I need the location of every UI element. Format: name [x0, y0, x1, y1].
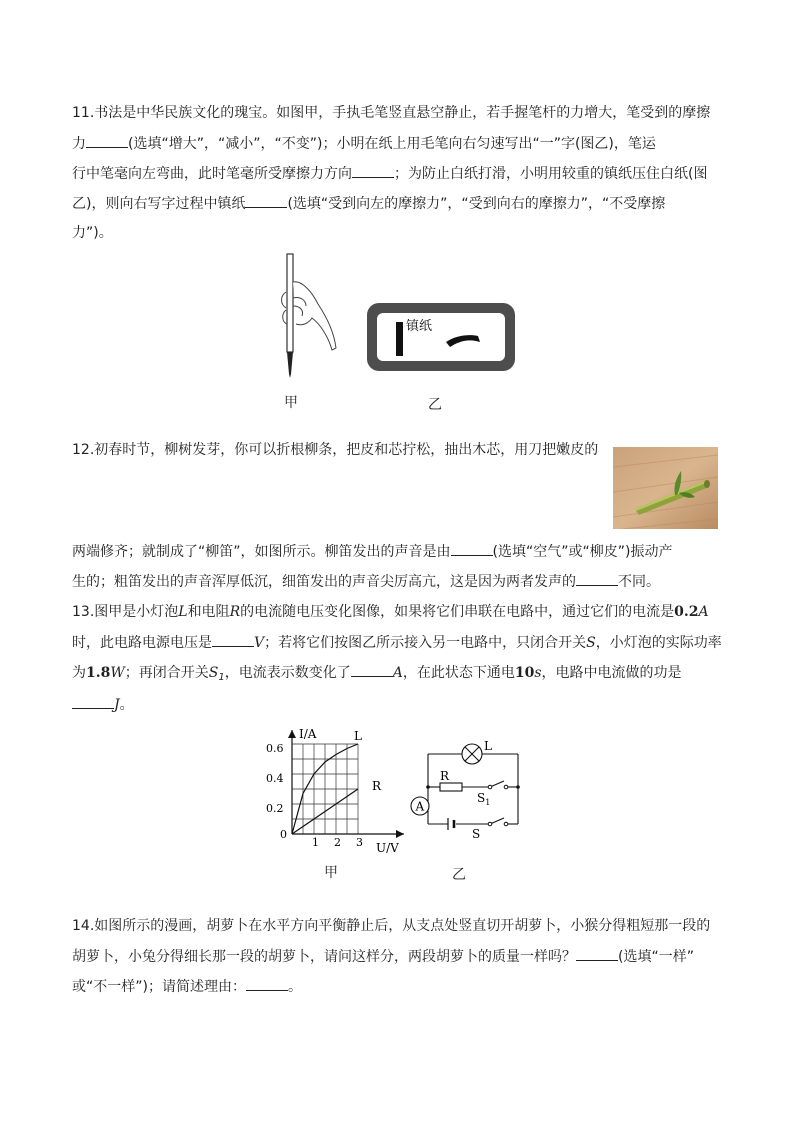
q12-line3: 生的；粗笛发出的声音浑厚低沉，细笛发出的声音尖厉高亢，这是因为两者发声的 不同。 — [72, 571, 660, 592]
q12-line2: 两端修齐；就制成了“柳笛”，如图所示。柳笛发出的声音是由 (选填“空气”或“柳皮”)振动产 — [72, 541, 672, 562]
x-axis-arrow — [396, 830, 404, 838]
q13-line3: 为1.8W；再闭合开关$S_1$，电流表示数变化了 A，在此状态下通电10s，电路中电流做的功是 — [72, 662, 682, 688]
answer-blank[interactable] — [576, 946, 618, 961]
y-tick-label: 0.4 — [266, 772, 284, 785]
q11-line3: 行中笔毫向左弯曲，此时笔毫所受摩擦力方向 ；为防止白纸打滑，小明用较重的镇纸压住白纸(图 — [72, 163, 707, 184]
paperweight-label: 镇纸 — [406, 319, 433, 334]
fig11-label-jia: 甲 — [284, 395, 298, 411]
x-axis-label: U/V — [376, 841, 399, 855]
circuit-diagram — [404, 732, 528, 842]
answer-blank[interactable] — [212, 632, 254, 647]
answer-blank[interactable] — [351, 662, 393, 677]
q11-line1: 11.书法是中华民族文化的瑰宝。如图甲，手执毛笔竖直悬空静止，若手握笔杆的力增大，笔受到的摩擦 — [72, 105, 711, 121]
lamp-label: L — [484, 739, 492, 753]
switch1-label: $S_1$ — [477, 791, 491, 807]
answer-blank[interactable] — [245, 193, 287, 208]
brush-in-hand-figure — [272, 252, 342, 382]
q14-line1: 14.如图所示的漫画，胡萝卜在水平方向平衡静止后，从支点处竖直切开胡萝卜，小猴分得粗短那一段的 — [72, 918, 711, 934]
switch-label: S — [472, 827, 481, 841]
resistor-icon — [440, 783, 462, 791]
resistor-label: R — [440, 769, 450, 783]
q11-line5: 力”)。 — [72, 225, 113, 241]
y-tick-label: 0 — [280, 828, 287, 841]
q13-line1: 13.图甲是小灯泡L和电阻R的电流随电压变化图像，如果将它们串联在电路中，通过它们的电流是0.2A — [72, 604, 709, 620]
q11-line4: 乙)，则向右写字过程中镇纸 (选填“受到向左的摩擦力”，“受到向右的摩擦力”，“不受摩擦 — [72, 193, 665, 214]
answer-blank[interactable] — [352, 163, 394, 178]
x-tick-label: 3 — [356, 836, 363, 849]
q14-line2: 胡萝卜，小兔分得细长那一段的胡萝卜，请问这样分，两段胡萝卜的质量一样吗？ (选填“一样” — [72, 946, 694, 967]
q11-line2: 力 (选填“增大”，“减小”，“不变”)；小明在纸上用毛笔向右匀速写出“一”字(图乙)，笔运 — [72, 133, 656, 154]
willow-whistle-photo — [613, 447, 718, 529]
q14-line3: 或“不一样”)；请简述理由： 。 — [72, 976, 302, 997]
answer-blank[interactable] — [246, 976, 288, 991]
x-tick-label: 1 — [312, 836, 319, 849]
x-tick-label: 2 — [334, 836, 341, 849]
curve-l-label: L — [354, 729, 362, 743]
ammeter-label: A — [415, 799, 425, 814]
y-axis-label: I/A — [299, 727, 317, 741]
y-tick-label: 0.2 — [266, 802, 284, 815]
answer-blank[interactable] — [576, 571, 618, 586]
q13-line4: J。 — [72, 694, 134, 715]
graph-grid — [292, 744, 358, 834]
answer-blank[interactable] — [451, 541, 493, 556]
fig11-label-yi: 乙 — [428, 397, 442, 413]
q13-line2: 时，此电路电源电压是 V；若将它们按图乙所示接入另一电路中，只闭合开关S，小灯泡的实际功率 — [72, 632, 722, 653]
curve-r-label: R — [372, 779, 382, 793]
fig13-label-jia: 甲 — [324, 865, 338, 881]
iv-graph — [262, 724, 412, 860]
fig13-label-yi: 乙 — [452, 867, 466, 883]
paperweight-figure — [366, 302, 516, 372]
y-axis-arrow — [288, 730, 296, 738]
y-tick-label: 0.6 — [266, 742, 284, 755]
answer-blank[interactable] — [72, 694, 114, 709]
answer-blank[interactable] — [86, 133, 128, 148]
q12-line1: 12.初春时节，柳树发芽，你可以折根柳条，把皮和芯拧松，抽出木芯，用刀把嫩皮的 — [72, 442, 599, 458]
